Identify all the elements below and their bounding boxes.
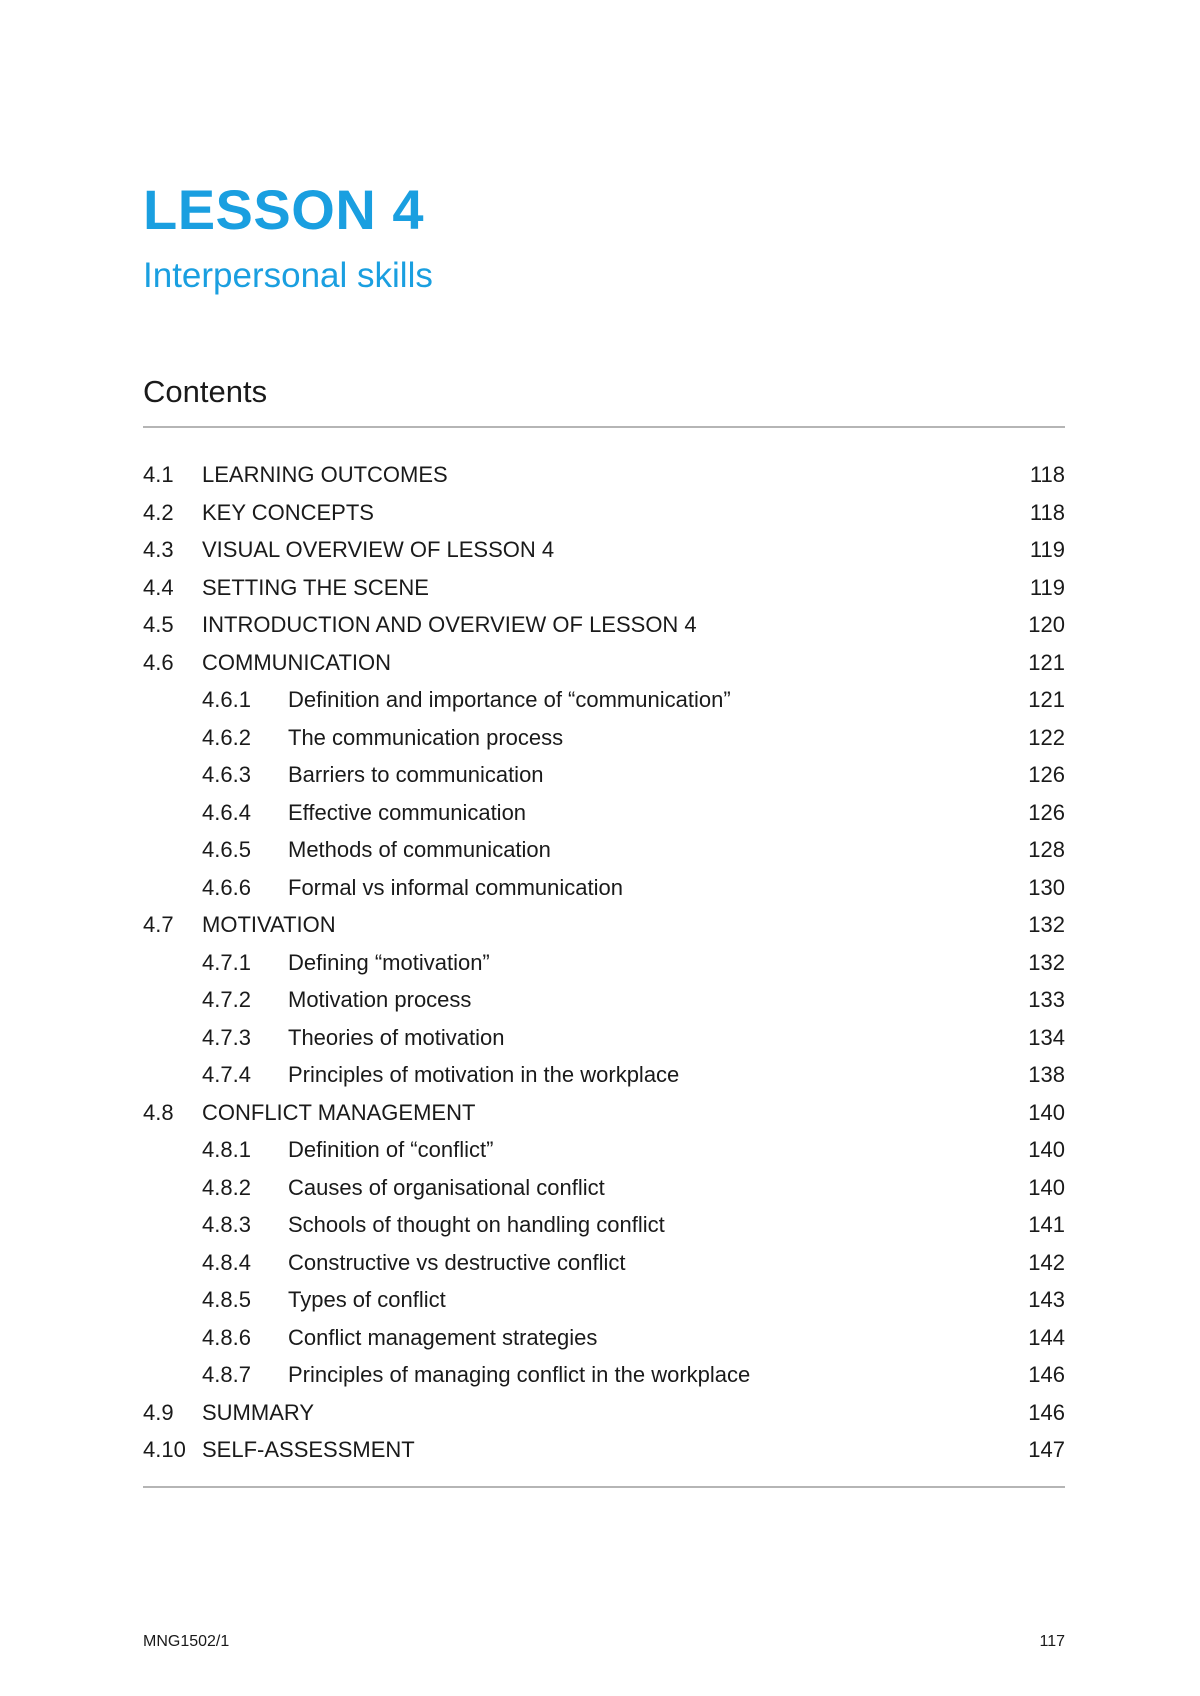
toc-entry[interactable]	[143, 1169, 1065, 1207]
toc-entry-title: The communication process	[288, 724, 564, 750]
toc-entry[interactable]	[143, 606, 1065, 644]
footer-module-code: MNG1502/1	[143, 1633, 230, 1650]
toc-entry-page: 126	[1028, 799, 1065, 825]
toc-entry-number: 4.6.2	[202, 724, 251, 750]
toc-entry-title: Defining “motivation”	[288, 949, 490, 975]
toc-entry-page: 132	[1028, 912, 1065, 937]
toc-entry-number: 4.6.6	[202, 874, 251, 900]
toc-entry-title: Definition and importance of “communication”	[288, 687, 731, 712]
toc-entry-number: 4.3	[143, 537, 174, 562]
toc-entry-page: 144	[1028, 1324, 1065, 1350]
toc-entry[interactable]	[143, 869, 1065, 907]
toc-entry-number: 4.5	[143, 612, 174, 637]
toc-entry[interactable]	[143, 1431, 1065, 1469]
toc-entry-page: 138	[1028, 1062, 1065, 1087]
toc-entry[interactable]	[143, 569, 1065, 607]
toc-entry-number: 4.7.3	[202, 1024, 251, 1050]
toc-entry[interactable]	[143, 681, 1065, 719]
toc-entry[interactable]	[143, 644, 1065, 682]
toc-entry-number: 4.6.5	[202, 837, 251, 862]
toc-entry-number: 4.2	[143, 499, 174, 525]
toc-entry-number: 4.9	[143, 1399, 174, 1425]
toc-entry-number: 4.8.4	[202, 1249, 251, 1275]
toc-entry-number: 4.7.1	[202, 949, 251, 975]
toc-entry[interactable]	[143, 944, 1065, 982]
toc-entry-number: 4.8.6	[202, 1324, 251, 1350]
toc-entry-page: 141	[1028, 1212, 1065, 1237]
lesson-title: LESSON 4	[143, 178, 424, 241]
toc-entry-title: SELF-ASSESSMENT	[202, 1437, 415, 1462]
contents-heading: Contents	[143, 374, 268, 409]
toc-entry-number: 4.8.5	[202, 1287, 251, 1312]
table-of-contents	[143, 456, 1065, 1469]
toc-entry[interactable]	[143, 456, 1065, 494]
toc-entry-number: 4.8.1	[202, 1137, 251, 1162]
toc-entry-title: Motivation process	[288, 987, 472, 1012]
toc-entry[interactable]	[143, 1019, 1065, 1057]
toc-entry-page: 134	[1028, 1024, 1065, 1050]
toc-entry-title: KEY CONCEPTS	[202, 499, 374, 525]
toc-entry[interactable]	[143, 831, 1065, 869]
toc-entry-title: VISUAL OVERVIEW OF LESSON 4	[202, 537, 555, 562]
toc-entry-page: 118	[1029, 499, 1065, 525]
toc-entry-page: 119	[1029, 537, 1065, 562]
toc-entry-page: 118	[1029, 462, 1065, 487]
toc-entry-page: 121	[1028, 649, 1065, 675]
toc-entry-title: Types of conflict	[288, 1287, 446, 1312]
toc-entry-page: 130	[1028, 874, 1065, 900]
toc-entry-title: COMMUNICATION	[202, 649, 392, 675]
toc-entry-number: 4.8.7	[202, 1362, 251, 1387]
toc-entry-page: 142	[1028, 1249, 1065, 1275]
toc-entry-number: 4.6.3	[202, 762, 251, 787]
contents-bottom-divider	[143, 1486, 1065, 1488]
toc-entry-title: Conflict management strategies	[288, 1324, 598, 1350]
toc-entry-title: Effective communication	[288, 799, 527, 825]
toc-entry[interactable]	[143, 981, 1065, 1019]
toc-entry-title: Methods of communication	[288, 837, 551, 862]
toc-entry[interactable]	[143, 1319, 1065, 1357]
toc-entry-number: 4.4	[143, 574, 174, 600]
toc-entry[interactable]	[143, 1206, 1065, 1244]
toc-entry-page: 119	[1029, 574, 1065, 600]
toc-entry-title: Schools of thought on handling conflict	[288, 1212, 665, 1237]
toc-entry[interactable]	[143, 794, 1065, 832]
toc-entry-title: Theories of motivation	[288, 1024, 505, 1050]
toc-entry-number: 4.8.3	[202, 1212, 251, 1237]
toc-entry-page: 140	[1028, 1137, 1065, 1162]
toc-entry[interactable]	[143, 1394, 1065, 1432]
toc-entry-number: 4.6.1	[202, 687, 251, 712]
toc-entry[interactable]	[143, 719, 1065, 757]
toc-entry-page: 147	[1028, 1437, 1065, 1462]
toc-entry-page: 128	[1028, 837, 1065, 862]
toc-entry-title: Formal vs informal communication	[288, 874, 623, 900]
toc-entry-number: 4.8.2	[202, 1174, 251, 1200]
footer-page-number: 117	[1039, 1633, 1065, 1650]
toc-entry[interactable]	[143, 531, 1065, 569]
toc-entry[interactable]	[143, 1281, 1065, 1319]
toc-entry-title: LEARNING OUTCOMES	[202, 462, 448, 487]
toc-entry-number: 4.8	[143, 1099, 174, 1125]
toc-entry-number: 4.7.2	[202, 987, 251, 1012]
toc-entry-number: 4.1	[143, 462, 174, 487]
toc-entry-title: INTRODUCTION AND OVERVIEW OF LESSON 4	[202, 612, 697, 637]
toc-entry[interactable]	[143, 1094, 1065, 1132]
toc-entry[interactable]	[143, 1056, 1065, 1094]
toc-entry-page: 121	[1028, 687, 1065, 712]
toc-entry-title: Principles of motivation in the workplace	[288, 1062, 680, 1087]
toc-entry-title: SETTING THE SCENE	[202, 574, 429, 600]
toc-entry-page: 132	[1028, 949, 1065, 975]
toc-entry-title: Barriers to communication	[288, 762, 544, 787]
toc-entry-number: 4.7	[143, 912, 174, 937]
toc-entry-title: MOTIVATION	[202, 912, 336, 937]
toc-entry-page: 122	[1028, 724, 1065, 750]
toc-entry-title: SUMMARY	[202, 1399, 315, 1425]
toc-entry-number: 4.6.4	[202, 799, 251, 825]
toc-entry-number: 4.7.4	[202, 1062, 251, 1087]
toc-entry-page: 126	[1028, 762, 1065, 787]
toc-entry-title: Causes of organisational conflict	[288, 1174, 605, 1200]
toc-entry-page: 140	[1028, 1099, 1065, 1125]
toc-entry-page: 146	[1028, 1399, 1065, 1425]
toc-entry-title: Principles of managing conflict in the workplace	[288, 1362, 751, 1387]
toc-entry-number: 4.6	[143, 649, 174, 675]
toc-entry-page: 143	[1028, 1287, 1065, 1312]
toc-entry-page: 140	[1028, 1174, 1065, 1200]
toc-entry-title: CONFLICT MANAGEMENT	[202, 1099, 476, 1125]
toc-entry[interactable]	[143, 756, 1065, 794]
toc-entry[interactable]	[143, 494, 1065, 532]
toc-entry[interactable]	[143, 1244, 1065, 1282]
toc-entry-page: 120	[1028, 612, 1065, 637]
toc-entry-title: Constructive vs destructive conflict	[288, 1249, 626, 1275]
lesson-subtitle: Interpersonal skills	[143, 256, 433, 295]
toc-entry-title: Definition of “conflict”	[288, 1137, 494, 1162]
toc-entry-number: 4.10	[143, 1437, 186, 1462]
toc-entry-page: 146	[1028, 1362, 1065, 1387]
toc-entry-page: 133	[1028, 987, 1065, 1012]
contents-top-divider	[143, 426, 1065, 428]
toc-entry[interactable]	[143, 1356, 1065, 1394]
toc-entry[interactable]	[143, 1131, 1065, 1169]
toc-entry[interactable]	[143, 906, 1065, 944]
